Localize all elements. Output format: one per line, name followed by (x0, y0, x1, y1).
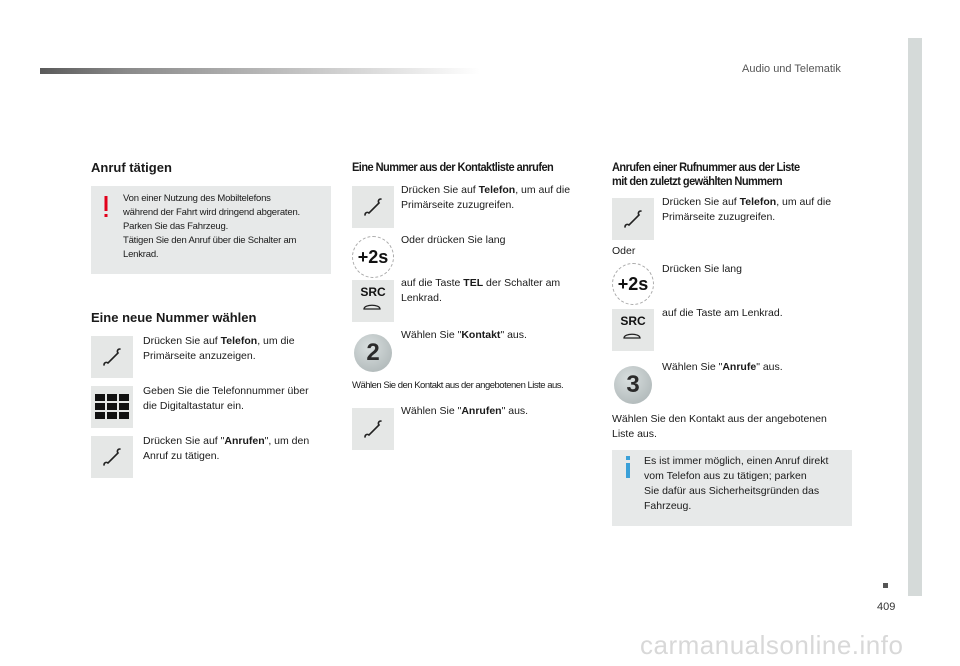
phone-icon (361, 195, 385, 219)
step-badge-2: 2 (354, 334, 392, 372)
warning-line: während der Fahrt wird dringend abgeraten. (123, 207, 300, 218)
info-text (644, 454, 849, 514)
src-button-icon-box (352, 280, 394, 322)
col2-step5-text: Wählen Sie den Kontakt aus der angebotenen Liste aus. (352, 380, 564, 391)
col1-subtitle: Eine neue Nummer wählen (91, 310, 257, 325)
page-marker (883, 583, 888, 588)
page-side-bar (908, 38, 922, 596)
page-number: 409 (877, 601, 896, 613)
col2-title: Eine Nummer aus der Kontaktliste anrufen (352, 160, 554, 174)
col3-step1-text: Drücken Sie auf Telefon, um auf die Primärseite zuzugreifen. (662, 196, 832, 223)
col3-step2-text: Drücken Sie lang (662, 263, 742, 275)
col3-step4-text: Wählen Sie "Anrufe" aus. (662, 361, 783, 373)
info-line: Fahrzeug. (644, 500, 692, 512)
phone-icon (100, 445, 124, 469)
phone-icon-box (352, 186, 394, 228)
info-line: vom Telefon aus zu tätigen; parken (644, 470, 807, 482)
col1-step3-text: Drücken Sie auf "Anrufen", um den Anruf zu tätigen. (143, 435, 310, 462)
hold-2s-icon: +2s (612, 263, 654, 305)
warning-text (123, 192, 328, 262)
warning-line: Tätigen Sie den Anruf über die Schalter am (123, 235, 297, 246)
warning-box (91, 186, 331, 274)
col2-step2-text: Oder drücken Sie lang (401, 234, 506, 246)
warning-line: Von einer Nutzung des Mobiltelefons (123, 193, 271, 204)
warning-line: Parken Sie das Fahrzeug. (123, 221, 229, 232)
header-rule (40, 68, 480, 74)
phone-icon (100, 345, 124, 369)
phone-icon (361, 417, 385, 441)
col3-step3-text: auf die Taste am Lenkrad. (662, 307, 783, 319)
src-button-icon: SRC (620, 315, 645, 345)
keypad-icon (95, 394, 129, 420)
phone-icon-box (352, 408, 394, 450)
phone-icon-box (91, 436, 133, 478)
hold-2s-icon-box (352, 236, 394, 278)
phone-icon-box (91, 336, 133, 378)
col3-step5-text: Wählen Sie den Kontakt aus der angebotenen Liste aus. (612, 413, 827, 440)
col3-title: Anrufen einer Rufnummer aus der Liste mit den zuletzt gewählten Nummern (612, 160, 800, 188)
col2-step6-text: Wählen Sie "Anrufen" aus. (401, 405, 529, 417)
info-line: Sie dafür aus Sicherheitsgründen das (644, 485, 820, 497)
src-button-icon: SRC (360, 286, 385, 316)
col3-oder: Oder (612, 245, 636, 257)
info-icon (624, 456, 632, 478)
watermark: carmanualsonline.info (640, 630, 904, 660)
col2-step1-text: Drücken Sie auf Telefon, um auf die Primärseite zuzugreifen. (401, 184, 571, 211)
step-badge-3: 3 (614, 366, 652, 404)
phone-icon-box (612, 198, 654, 240)
info-box (612, 450, 852, 526)
col2-step3-text: auf die Taste TEL der Schalter am Lenkrad. (401, 277, 561, 304)
warning-line: Lenkrad. (123, 249, 159, 260)
src-button-icon-box (612, 309, 654, 351)
hold-2s-icon-box (612, 263, 654, 305)
col1-title: Anruf tätigen (91, 160, 172, 175)
warning-icon (101, 196, 111, 218)
col2-step4-text: Wählen Sie "Kontakt" aus. (401, 329, 527, 341)
info-line: Es ist immer möglich, einen Anruf direkt (644, 455, 829, 467)
col1-step2-text: Geben Sie die Telefonnummer über die Digitaltastatur ein. (143, 385, 309, 412)
hold-2s-icon: +2s (352, 236, 394, 278)
col1-step1-text: Drücken Sie auf Telefon, um die Primärseite anzuzeigen. (143, 335, 295, 362)
keypad-icon-box (91, 386, 133, 428)
phone-icon (621, 207, 645, 231)
section-title: Audio und Telematik (742, 63, 841, 75)
